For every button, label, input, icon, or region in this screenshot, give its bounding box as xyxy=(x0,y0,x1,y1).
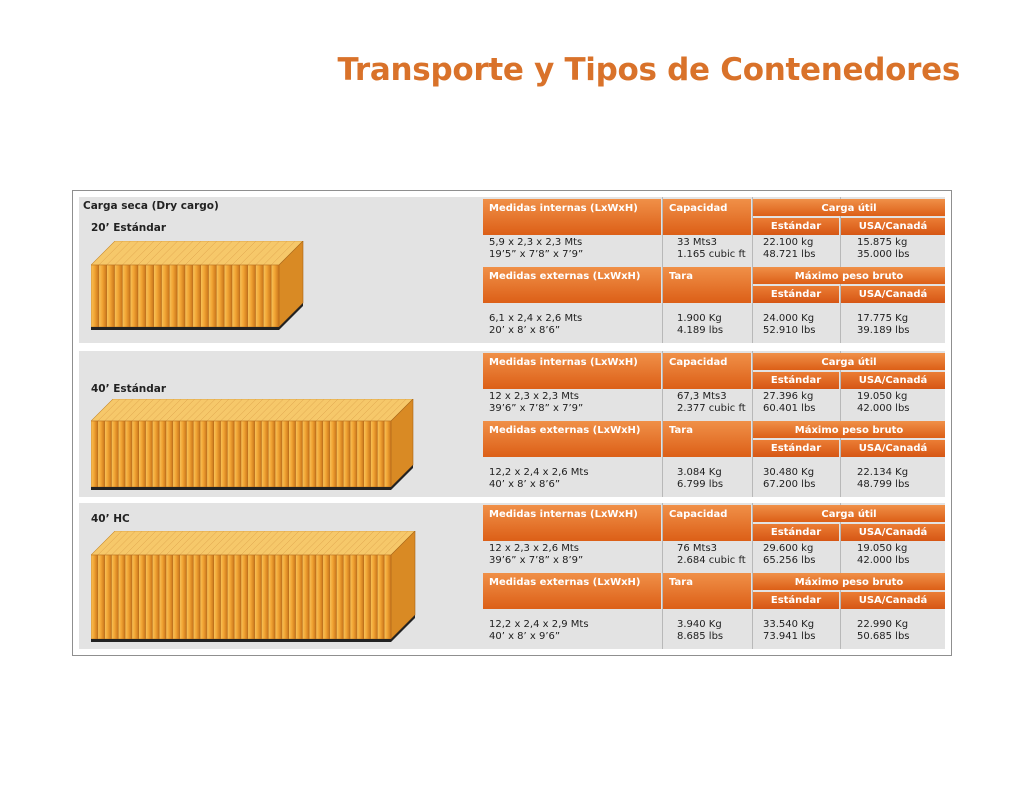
container-rib xyxy=(309,421,316,487)
container-rib xyxy=(173,421,180,487)
container-rib xyxy=(343,421,350,487)
payload-standard-line: 60.401 lbs xyxy=(763,403,816,414)
container-rib xyxy=(302,555,309,639)
container-rib xyxy=(200,421,207,487)
container-rib xyxy=(256,265,264,327)
container-rib xyxy=(309,555,316,639)
payload-usa-canada xyxy=(857,237,910,261)
payload-standard xyxy=(763,391,816,415)
payload-usa-canada xyxy=(857,543,910,567)
header-max-gross-weight: Máximo peso bruto xyxy=(753,573,945,590)
container-rib xyxy=(139,555,146,639)
container-rib xyxy=(207,421,214,487)
container-rib xyxy=(166,555,173,639)
external-dimensions xyxy=(489,619,589,643)
tare-value xyxy=(677,313,723,337)
header-internal-dimensions: Medidas internas (LxWxH) xyxy=(483,199,661,235)
container-rib xyxy=(323,421,330,487)
container-rib xyxy=(200,555,207,639)
container-name: 40’ Estándar xyxy=(91,383,167,395)
subheader-usa-canada: USA/Canadá xyxy=(841,372,945,389)
container-rib xyxy=(186,555,193,639)
max-gross-standard xyxy=(763,619,816,643)
container-rib xyxy=(98,421,105,487)
capacity-value-line: 67,3 Mts3 xyxy=(677,391,727,402)
container-rib xyxy=(118,421,125,487)
container-rib xyxy=(336,421,343,487)
internal-dimensions-line: 12 x 2,3 x 2,6 Mts xyxy=(489,543,580,554)
container-rib xyxy=(105,421,112,487)
container-rib xyxy=(152,421,159,487)
subheader-usa-canada: USA/Canadá xyxy=(841,440,945,457)
internal-dimensions-line: 39’6” x 7’8” x 8’9” xyxy=(489,555,584,566)
container-rib xyxy=(384,555,391,639)
internal-dimensions-line: 39’6” x 7’8” x 7’9” xyxy=(489,403,584,414)
container-rib xyxy=(186,421,193,487)
external-dimensions xyxy=(489,313,582,337)
tare-value xyxy=(677,619,723,643)
subheader-usa-canada: USA/Canadá xyxy=(841,286,945,303)
capacity-value xyxy=(677,391,746,415)
max-gross-standard-line: 73.941 lbs xyxy=(763,631,816,642)
payload-usa-canada-line: 42.000 lbs xyxy=(857,403,910,414)
container-rib xyxy=(166,421,173,487)
container-rib xyxy=(115,265,123,327)
payload-usa-canada-line: 15.875 kg xyxy=(857,237,908,248)
capacity-value-line: 2.684 cubic ft xyxy=(677,555,746,566)
container-rib xyxy=(316,555,323,639)
container-rib xyxy=(357,555,364,639)
container-rib xyxy=(248,265,256,327)
tare-value-line: 8.685 lbs xyxy=(677,631,724,642)
spec-table-40-standard xyxy=(483,351,945,497)
container-rib xyxy=(296,421,303,487)
container-rib xyxy=(323,555,330,639)
container-rib xyxy=(125,421,132,487)
page-title: Transporte y Tipos de Contenedores xyxy=(337,52,960,88)
container-name: 20’ Estándar xyxy=(91,222,167,234)
container-drawing xyxy=(91,399,421,493)
container-rib xyxy=(248,421,255,487)
container-rib xyxy=(152,555,159,639)
container-rib xyxy=(130,265,138,327)
external-dimensions-line: 6,1 x 2,4 x 2,6 Mts xyxy=(489,313,583,324)
header-tare: Tara xyxy=(663,573,751,609)
container-rib xyxy=(139,421,146,487)
tare-value xyxy=(677,467,723,491)
container-rib xyxy=(118,555,125,639)
subheader-standard: Estándar xyxy=(753,372,839,389)
payload-standard-line: 22.100 kg xyxy=(763,237,814,248)
container-rib xyxy=(91,265,99,327)
header-external-dimensions: Medidas externas (LxWxH) xyxy=(483,421,661,457)
header-external-dimensions: Medidas externas (LxWxH) xyxy=(483,267,661,303)
container-rib xyxy=(343,555,350,639)
container-rib xyxy=(227,555,234,639)
container-rib xyxy=(173,555,180,639)
payload-standard-line: 48.721 lbs xyxy=(763,249,816,260)
payload-usa-canada-line: 42.000 lbs xyxy=(857,555,910,566)
header-max-gross-weight: Máximo peso bruto xyxy=(753,421,945,438)
subheader-standard: Estándar xyxy=(753,440,839,457)
payload-standard xyxy=(763,237,816,261)
container-rib xyxy=(364,421,371,487)
internal-dimensions-line: 12 x 2,3 x 2,3 Mts xyxy=(489,391,580,402)
container-rib xyxy=(227,421,234,487)
internal-dimensions-line: 19’5” x 7’8” x 7’9” xyxy=(489,249,584,260)
subheader-standard: Estándar xyxy=(753,218,839,235)
header-payload: Carga útil xyxy=(753,505,945,522)
container-rib xyxy=(261,421,268,487)
container-rib xyxy=(275,555,282,639)
container-rib xyxy=(159,421,166,487)
external-dimensions-line: 40’ x 8’ x 8’6” xyxy=(489,479,561,490)
external-dimensions xyxy=(489,467,589,491)
container-rib xyxy=(193,265,201,327)
container-rib xyxy=(185,265,193,327)
container-illustration-20ft xyxy=(91,241,309,337)
container-rib xyxy=(99,265,107,327)
max-gross-usa-canada-line: 17.775 Kg xyxy=(857,313,909,324)
container-rib xyxy=(371,421,378,487)
container-rib xyxy=(261,555,268,639)
container-rib xyxy=(91,555,98,639)
container-rib xyxy=(154,265,162,327)
container-rib xyxy=(138,265,146,327)
container-rib xyxy=(240,265,248,327)
header-capacity: Capacidad xyxy=(663,505,751,541)
container-section-40-standard xyxy=(79,351,945,497)
header-external-dimensions: Medidas externas (LxWxH) xyxy=(483,573,661,609)
container-rib xyxy=(296,555,303,639)
header-payload: Carga útil xyxy=(753,353,945,370)
category-label: Carga seca (Dry cargo) xyxy=(83,200,219,212)
payload-usa-canada-line: 35.000 lbs xyxy=(857,249,910,260)
container-rib xyxy=(107,265,115,327)
max-gross-standard-line: 52.910 lbs xyxy=(763,325,816,336)
container-name: 40’ HC xyxy=(91,513,130,525)
container-specs-panel xyxy=(72,190,952,656)
container-rib xyxy=(214,555,221,639)
max-gross-usa-canada-line: 22.134 Kg xyxy=(857,467,909,478)
spec-table-20-standard xyxy=(483,197,945,343)
container-rib xyxy=(224,265,232,327)
container-rib xyxy=(330,421,337,487)
capacity-value-line: 33 Mts3 xyxy=(677,237,718,248)
container-rib xyxy=(350,421,357,487)
container-section-40-hc xyxy=(79,503,945,649)
tare-value-line: 6.799 lbs xyxy=(677,479,724,490)
container-rib xyxy=(255,421,262,487)
container-rib xyxy=(302,421,309,487)
container-rib xyxy=(98,555,105,639)
max-gross-usa-canada-line: 39.189 lbs xyxy=(857,325,910,336)
max-gross-standard-line: 67.200 lbs xyxy=(763,479,816,490)
container-section-20-standard xyxy=(79,197,945,343)
container-rib xyxy=(201,265,209,327)
max-gross-usa-canada xyxy=(857,313,910,337)
container-rib xyxy=(111,555,118,639)
container-rib xyxy=(336,555,343,639)
payload-standard xyxy=(763,543,816,567)
payload-usa-canada-line: 19.050 kg xyxy=(857,543,908,554)
subheader-usa-canada: USA/Canadá xyxy=(841,592,945,609)
container-rib xyxy=(289,421,296,487)
container-rib xyxy=(275,421,282,487)
container-rib xyxy=(268,555,275,639)
external-dimensions-line: 40’ x 8’ x 9’6” xyxy=(489,631,561,642)
capacity-value xyxy=(677,237,746,261)
container-rib xyxy=(221,421,228,487)
header-tare: Tara xyxy=(663,267,751,303)
payload-standard-line: 29.600 kg xyxy=(763,543,814,554)
container-rib xyxy=(234,555,241,639)
subheader-standard: Estándar xyxy=(753,592,839,609)
internal-dimensions xyxy=(489,237,583,261)
subheader-standard: Estándar xyxy=(753,524,839,541)
container-rib xyxy=(162,265,170,327)
container-rib xyxy=(289,555,296,639)
container-rib xyxy=(316,421,323,487)
max-gross-usa-canada xyxy=(857,619,910,643)
container-rib xyxy=(125,555,132,639)
tare-value-line: 3.940 Kg xyxy=(677,619,722,630)
external-dimensions-line: 20’ x 8’ x 8’6” xyxy=(489,325,561,336)
container-rib xyxy=(132,421,139,487)
max-gross-usa-canada-line: 50.685 lbs xyxy=(857,631,910,642)
header-tare: Tara xyxy=(663,421,751,457)
container-rib xyxy=(241,421,248,487)
container-rib xyxy=(209,265,217,327)
container-rib xyxy=(180,421,187,487)
capacity-value-line: 1.165 cubic ft xyxy=(677,249,746,260)
external-dimensions-line: 12,2 x 2,4 x 2,6 Mts xyxy=(489,467,589,478)
max-gross-usa-canada-line: 48.799 lbs xyxy=(857,479,910,490)
max-gross-standard-line: 33.540 Kg xyxy=(763,619,815,630)
internal-dimensions xyxy=(489,391,583,415)
container-rib xyxy=(248,555,255,639)
container-rib xyxy=(377,555,384,639)
container-rib xyxy=(221,555,228,639)
header-max-gross-weight: Máximo peso bruto xyxy=(753,267,945,284)
spec-table-40-hc xyxy=(483,503,945,649)
external-dimensions-line: 12,2 x 2,4 x 2,9 Mts xyxy=(489,619,589,630)
payload-standard-line: 65.256 lbs xyxy=(763,555,816,566)
container-rib xyxy=(159,555,166,639)
capacity-value-line: 2.377 cubic ft xyxy=(677,403,746,414)
capacity-value-line: 76 Mts3 xyxy=(677,543,718,554)
container-rib xyxy=(377,421,384,487)
container-rib xyxy=(371,555,378,639)
payload-standard-line: 27.396 kg xyxy=(763,391,814,402)
tare-value-line: 1.900 Kg xyxy=(677,313,722,324)
container-rib xyxy=(177,265,185,327)
container-drawing xyxy=(91,531,423,645)
container-rib xyxy=(234,421,241,487)
container-rib xyxy=(91,421,98,487)
container-rib xyxy=(232,265,240,327)
container-rib xyxy=(169,265,177,327)
container-illustration-40ft-hc xyxy=(91,531,423,649)
max-gross-usa-canada-line: 22.990 Kg xyxy=(857,619,909,630)
container-rib xyxy=(384,421,391,487)
container-rib xyxy=(193,421,200,487)
container-rib xyxy=(282,555,289,639)
container-rib xyxy=(132,555,139,639)
container-rib xyxy=(214,421,221,487)
header-internal-dimensions: Medidas internas (LxWxH) xyxy=(483,505,661,541)
header-capacity: Capacidad xyxy=(663,353,751,389)
header-capacity: Capacidad xyxy=(663,199,751,235)
container-rib xyxy=(180,555,187,639)
tare-value-line: 3.084 Kg xyxy=(677,467,722,478)
max-gross-standard xyxy=(763,467,816,491)
container-rib xyxy=(207,555,214,639)
container-rib xyxy=(146,421,153,487)
container-rib xyxy=(357,421,364,487)
max-gross-standard-line: 24.000 Kg xyxy=(763,313,815,324)
payload-usa-canada xyxy=(857,391,910,415)
max-gross-standard xyxy=(763,313,816,337)
container-rib xyxy=(193,555,200,639)
container-rib xyxy=(268,421,275,487)
container-rib xyxy=(122,265,130,327)
container-rib xyxy=(282,421,289,487)
subheader-usa-canada: USA/Canadá xyxy=(841,218,945,235)
payload-usa-canada-line: 19.050 kg xyxy=(857,391,908,402)
container-rib xyxy=(364,555,371,639)
subheader-standard: Estándar xyxy=(753,286,839,303)
container-drawing xyxy=(91,241,309,333)
subheader-usa-canada: USA/Canadá xyxy=(841,524,945,541)
container-rib xyxy=(146,555,153,639)
header-payload: Carga útil xyxy=(753,199,945,216)
container-rib xyxy=(330,555,337,639)
container-rib xyxy=(263,265,271,327)
container-rib xyxy=(105,555,112,639)
container-rib xyxy=(146,265,154,327)
header-internal-dimensions: Medidas internas (LxWxH) xyxy=(483,353,661,389)
max-gross-usa-canada xyxy=(857,467,910,491)
max-gross-standard-line: 30.480 Kg xyxy=(763,467,815,478)
container-rib xyxy=(111,421,118,487)
container-rib xyxy=(241,555,248,639)
container-illustration-40ft xyxy=(91,399,421,497)
capacity-value xyxy=(677,543,746,567)
internal-dimensions-line: 5,9 x 2,3 x 2,3 Mts xyxy=(489,237,583,248)
container-rib xyxy=(255,555,262,639)
container-rib xyxy=(271,265,279,327)
tare-value-line: 4.189 lbs xyxy=(677,325,724,336)
container-rib xyxy=(350,555,357,639)
container-rib xyxy=(216,265,224,327)
internal-dimensions xyxy=(489,543,583,567)
